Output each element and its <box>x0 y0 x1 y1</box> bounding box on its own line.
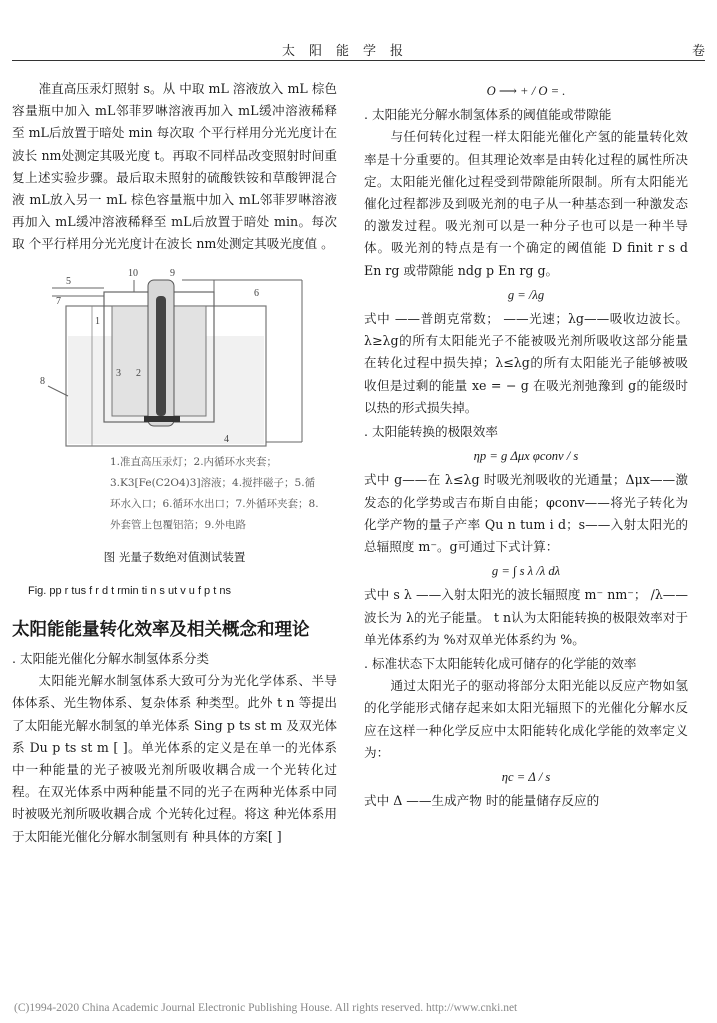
copyright-footer: (C)1994-2020 China Academic Journal Electronic Publishing House. All rights reserved. http://www.cnki.net <box>14 1002 518 1014</box>
figure-caption: 图 光量子数绝对值测试装置 <box>103 549 246 564</box>
label-5: 5 <box>66 275 71 287</box>
symbols-paragraph-2: 式中 g——在 λ≤λg 时吸光剂吸收的光通量；Δμx——激发态的化学势或吉布斯自由能；φconv——将光子转化为化学产物的量子产率 Qu n tum i d；s——入射太阳光的总辐照度 m⁻。g可通过下式计算： <box>364 472 688 555</box>
symbols-paragraph-4: 式中 Δ ——生成产物 时的能量储存反应的 <box>364 793 600 809</box>
label-1: 1 <box>95 315 100 327</box>
label-4: 4 <box>224 433 229 445</box>
bandgap-paragraph: 与任何转化过程一样太阳能光催化产氢的能量转化效率是十分重要的。但其理论效率是由转化过程的属性所决定。太阳能光催化过程受到带隙能所限制。所有太阳能光催化过程都涉及到吸光剂的电子从一种基态到一种激发态的激发过程。吸光剂可以是一种分子也可以是一种半导体。吸光剂的特点是有一个确定的阈值能 D finit r s d En rg 或带隙能 ndg p En rg g。 <box>364 129 688 278</box>
equation-2: g = /λg <box>507 287 545 302</box>
classification-paragraph: 太阳能光解水制氢体系大致可分为光化学体系、半导体体系、光生物体系、复杂体系 种类型。此外 t n 等提出了太阳能光解水制氢的单光体系 Sing p ts st m 及双光体系 Du p ts st m [ ]。单光体系的定义是在单一的光体系中一种能量的光子被吸光剂所吸收耦合成一个光转化过程。在双光体系中两种能量不同的光子在两种光体系中同时被吸光剂所吸收耦合成 个光转化过程。将这 种光体系用于太阳能光催化分解水制氢则有 种具体的方案[ ] <box>12 673 337 844</box>
volume-label: 卷 <box>691 44 705 59</box>
section-title: 太阳能能量转化效率及相关概念和理论 <box>12 620 310 641</box>
subsection-title-1: . 太阳能光催化分解水制氢体系分类 <box>12 651 209 667</box>
label-8: 8 <box>40 375 45 387</box>
equation-5: ηc = Δ / s <box>501 770 551 785</box>
subsection-title-3: . 太阳能转换的极限效率 <box>364 424 498 440</box>
equation-3: ηp = g Δμx φconv / s <box>473 449 579 464</box>
right-column <box>364 78 688 813</box>
symbols-paragraph-3: 式中 s λ ——入射太阳光的波长辐照度 m⁻ nm⁻； /λ——波长为 λ的光子能量。 t n认为太阳能转换的极限效率对于单光体系约为 %对双单光体系约为 %。 <box>364 587 688 647</box>
journal-title: 太阳能学报 <box>282 44 418 59</box>
label-2: 2 <box>136 367 141 379</box>
equation-1: O ⟶ + / O = . <box>486 84 566 98</box>
subsection-title-2: . 太阳能光分解水制氢体系的阈值能或带隙能 <box>364 107 612 123</box>
equation-4: g = ∫ s λ /λ dλ <box>491 564 561 579</box>
symbols-paragraph-1: 式中 ——普朗克常数； ——光速；λg——吸收边波长。λ≥λg的所有太阳能光子不能被吸光剂所吸收这部分能量在转化过程中损失掉；λ≤λg的所有太阳能光子能够被吸收但是过剩的能量 xe = − g 在吸光剂弛豫到 g的能级时以热的形式损失掉。 <box>364 311 688 415</box>
subsection-title-4: . 标准状态下太阳能转化成可储存的化学能的效率 <box>364 656 637 672</box>
label-7: 7 <box>56 295 61 307</box>
experiment-paragraph: 准直高压汞灯照射 s。从 中取 mL 溶液放入 mL 棕色容量瓶中加入 mL邻菲罗啉溶液再加入 mL缓冲溶液稀释至 mL后放置于暗处 min 每次取 个平行样用分光光度计在波长 nm处测定其吸光度 t。再取不同样品改变照射时间重复上述实验步骤。最后取未照射的硫酸铁铵和草酸钾混合液 mL放入另一 mL 棕色容量瓶中加入 mL邻菲罗啉溶液再加入 mL缓冲溶液稀释至 mL后放置于暗处 min。每次取 个平行样用分光光度计在波长 nm处测定其吸光度值 。 <box>12 81 337 252</box>
label-3: 3 <box>116 367 121 379</box>
page-header <box>12 38 705 61</box>
storage-efficiency-paragraph: 通过太阳光子的驱动将部分太阳光能以反应产物如氢的化学能形式储存起来如太阳光辐照下的光催化分解水反应在这样一种化学反应中太阳能转化成化学能的效率定义为： <box>364 678 688 760</box>
label-6: 6 <box>254 287 259 299</box>
apparatus-figure <box>32 266 322 536</box>
left-column <box>12 78 337 848</box>
figure-legend: 1.准直高压汞灯；2.内循环水夹套；3.K3[Fe(C2O4)3]溶液；4.搅拌磁子；5.循环水入口；6.循环水出口；7.外循环夹套；8.外套管上包覆铝箔；9.外电路 <box>110 455 319 531</box>
label-10: 10 <box>128 267 138 279</box>
label-9: 9 <box>170 267 175 279</box>
figure-caption-en: Fig. pp r tus f r d t rmin ti n s ut v u f p t ns <box>28 584 231 597</box>
